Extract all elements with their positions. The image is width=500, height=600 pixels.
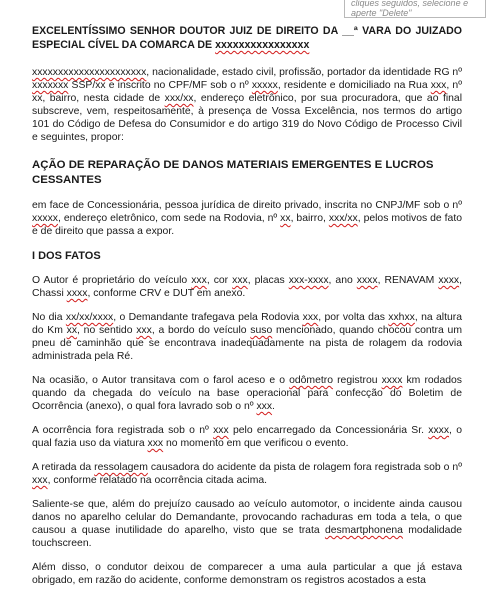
text-segment: , conforme relatado na ocorrência citada acima. <box>47 475 268 486</box>
text-segment: , RENAVAM <box>377 275 439 286</box>
text-segment: SSP/xx e inscrito no CPF/MF sob o nº <box>68 80 252 91</box>
text-segment: Além disso, o condutor deixou de comparecer a uma aula particular a que já estava obrigado, em razão do acidente, conforme demonstram os registros acostados a esta <box>32 562 462 586</box>
text-segment: causadora do acidente da pista de rolagem fora registrada sob o nº <box>147 462 462 473</box>
placeholder-word: xxx <box>430 80 447 91</box>
placeholder-word: xxx <box>32 475 48 486</box>
placeholder-word: xxxxxxxxxxxxxxxxxxxxxx <box>32 67 147 78</box>
text-segment: , o qual fazia uso da viatura <box>32 425 462 449</box>
tooltip <box>344 0 486 18</box>
placeholder-word: ressolagem <box>94 462 148 473</box>
placeholder-word: xxx <box>213 425 229 436</box>
placeholder-word: xxx <box>136 325 152 336</box>
placeholder-word: xxhxx <box>388 312 415 323</box>
text-segment: , Chassi <box>32 275 462 299</box>
placeholder-word: xxxxx <box>251 80 278 91</box>
text-segment: , no sentido <box>77 325 137 336</box>
text-segment: , endereço eletrônico, com sede na Rodovia, nº <box>57 213 281 224</box>
text-segment: O Autor é proprietário do veículo <box>32 275 192 286</box>
intro-paragraph <box>32 66 462 144</box>
placeholder-word: xxx/xx <box>164 93 194 104</box>
placeholder-word: xxx <box>147 438 164 449</box>
placeholder-word: xxx/xx <box>328 213 358 224</box>
text-segment: A retirada da <box>32 462 95 473</box>
text-segment: , na altura do Km <box>32 312 462 336</box>
against-paragraph <box>32 199 462 238</box>
text-segment: mencionado, quando chocou contra um pneu de caminhão que se encontrava inadequadamente na pista de rolagem da rodovia administrada pela Ré. <box>32 325 462 362</box>
placeholder-word: xxxxxxxxxxxxxxxx <box>215 39 310 51</box>
text-segment: , cor <box>206 275 233 286</box>
facts-paragraph-3 <box>32 374 462 413</box>
placeholder-word: xxxxxxx <box>32 80 69 91</box>
tooltip-text: cliques seguidos, selecione e aperte "Delete" <box>351 0 469 18</box>
placeholder-word: suso <box>250 325 273 336</box>
placeholder-word: xxxx <box>381 375 403 386</box>
placeholder-word: xxx <box>191 275 207 286</box>
document-page <box>32 24 462 587</box>
placeholder-word: xxx <box>302 312 319 323</box>
text-segment: A ocorrência fora registrada sob o nº <box>32 425 214 436</box>
text-segment: . <box>272 401 275 412</box>
court-heading <box>32 24 462 52</box>
text-segment: no momento em que verificou o evento. <box>163 438 349 449</box>
text-segment: , nº xx, bairro, nesta cidade de <box>32 80 462 104</box>
facts-paragraph-5 <box>32 461 462 487</box>
text-segment: , a bordo do veículo <box>151 325 251 336</box>
placeholder-word: xxxx <box>66 288 88 299</box>
placeholder-word: xxx <box>232 275 248 286</box>
placeholder-word: xxx-xxxx <box>288 275 329 286</box>
text-segment: No dia <box>32 312 66 323</box>
placeholder-word: xx/xx/xxxx <box>65 312 114 323</box>
placeholder-word: xxxx <box>356 275 378 286</box>
text-segment: Na ocasião, o Autor transitava com o farol aceso e o <box>32 375 290 386</box>
text-segment: , o Demandante trafegava pela Rodovia <box>113 312 303 323</box>
text-segment: pelo encarregado da Concessionária Sr. <box>228 425 429 436</box>
text-segment: modalidade touchscreen. <box>32 525 462 549</box>
text-segment: EXCELENTÍSSIMO SENHOR DOUTOR JUIZ DE DIREITO DA __ª VARA DO JUIZADO ESPECIAL CÍVEL DA COMARCA DE <box>32 25 462 51</box>
section-title: I DOS FATOS <box>32 250 101 262</box>
text-segment: , nacionalidade, estado civil, profissão, portador da identidade RG nº <box>146 67 463 78</box>
action-title: AÇÃO DE REPARAÇÃO DE DANOS MATERIAIS EMERGENTES E LUCROS CESSANTES <box>32 159 434 186</box>
placeholder-word: xxxxx <box>32 213 58 224</box>
text-segment: , conforme CRV e DUT em anexo. <box>87 288 246 299</box>
text-segment: registrou <box>332 375 382 386</box>
text-segment: , por volta das <box>318 312 389 323</box>
facts-paragraph-4 <box>32 424 462 450</box>
facts-paragraph-1 <box>32 274 462 300</box>
placeholder-word: odômetro <box>289 375 333 386</box>
placeholder-word: xx <box>66 325 78 336</box>
facts-paragraph-6 <box>32 498 462 550</box>
text-segment: km rodados quando da chegada do veículo na base operacional para confecção do Boletim de Ocorrência (anexo), o qual fora lavrado sob o nº <box>32 375 462 412</box>
placeholder-word: xxxx <box>438 275 460 286</box>
text-segment: , bairro, <box>290 213 329 224</box>
facts-paragraph-7 <box>32 561 462 587</box>
placeholder-word: xx <box>280 213 291 224</box>
text-segment: , pelos motivos de fato e de direito que passa a expor. <box>32 213 462 237</box>
text-segment: , residente e domiciliado na Rua <box>277 80 431 91</box>
text-segment: Saliente-se que, além do prejuízo causado ao veículo automotor, o incidente ainda causou danos no aparelho celular do Demandante, provocando rachaduras em toda a tela, o que causou a quase inutilidade do aparelho, visto que se trata <box>32 499 462 536</box>
text-segment: , endereço eletrônico, por sua procuradora, que ao final subscreve, vem, respeitosamente, à presença de Vossa Excelência, nos termos do artigo 101 do Código de Defesa do Consumidor e do artigo 319 do Novo Código de Processo Civil e seguintes, propor: <box>32 93 463 143</box>
placeholder-word: xxxx <box>428 425 450 436</box>
placeholder-word: xxx <box>256 401 273 412</box>
placeholder-word: desmartphonena <box>324 525 403 536</box>
text-segment: em face de Concessionária, pessoa jurídica de direito privado, inscrita no CNPJ/MF sob o nº <box>32 200 462 211</box>
facts-paragraph-2 <box>32 311 462 363</box>
text-segment: , placas <box>247 275 289 286</box>
text-segment: , ano <box>328 275 357 286</box>
